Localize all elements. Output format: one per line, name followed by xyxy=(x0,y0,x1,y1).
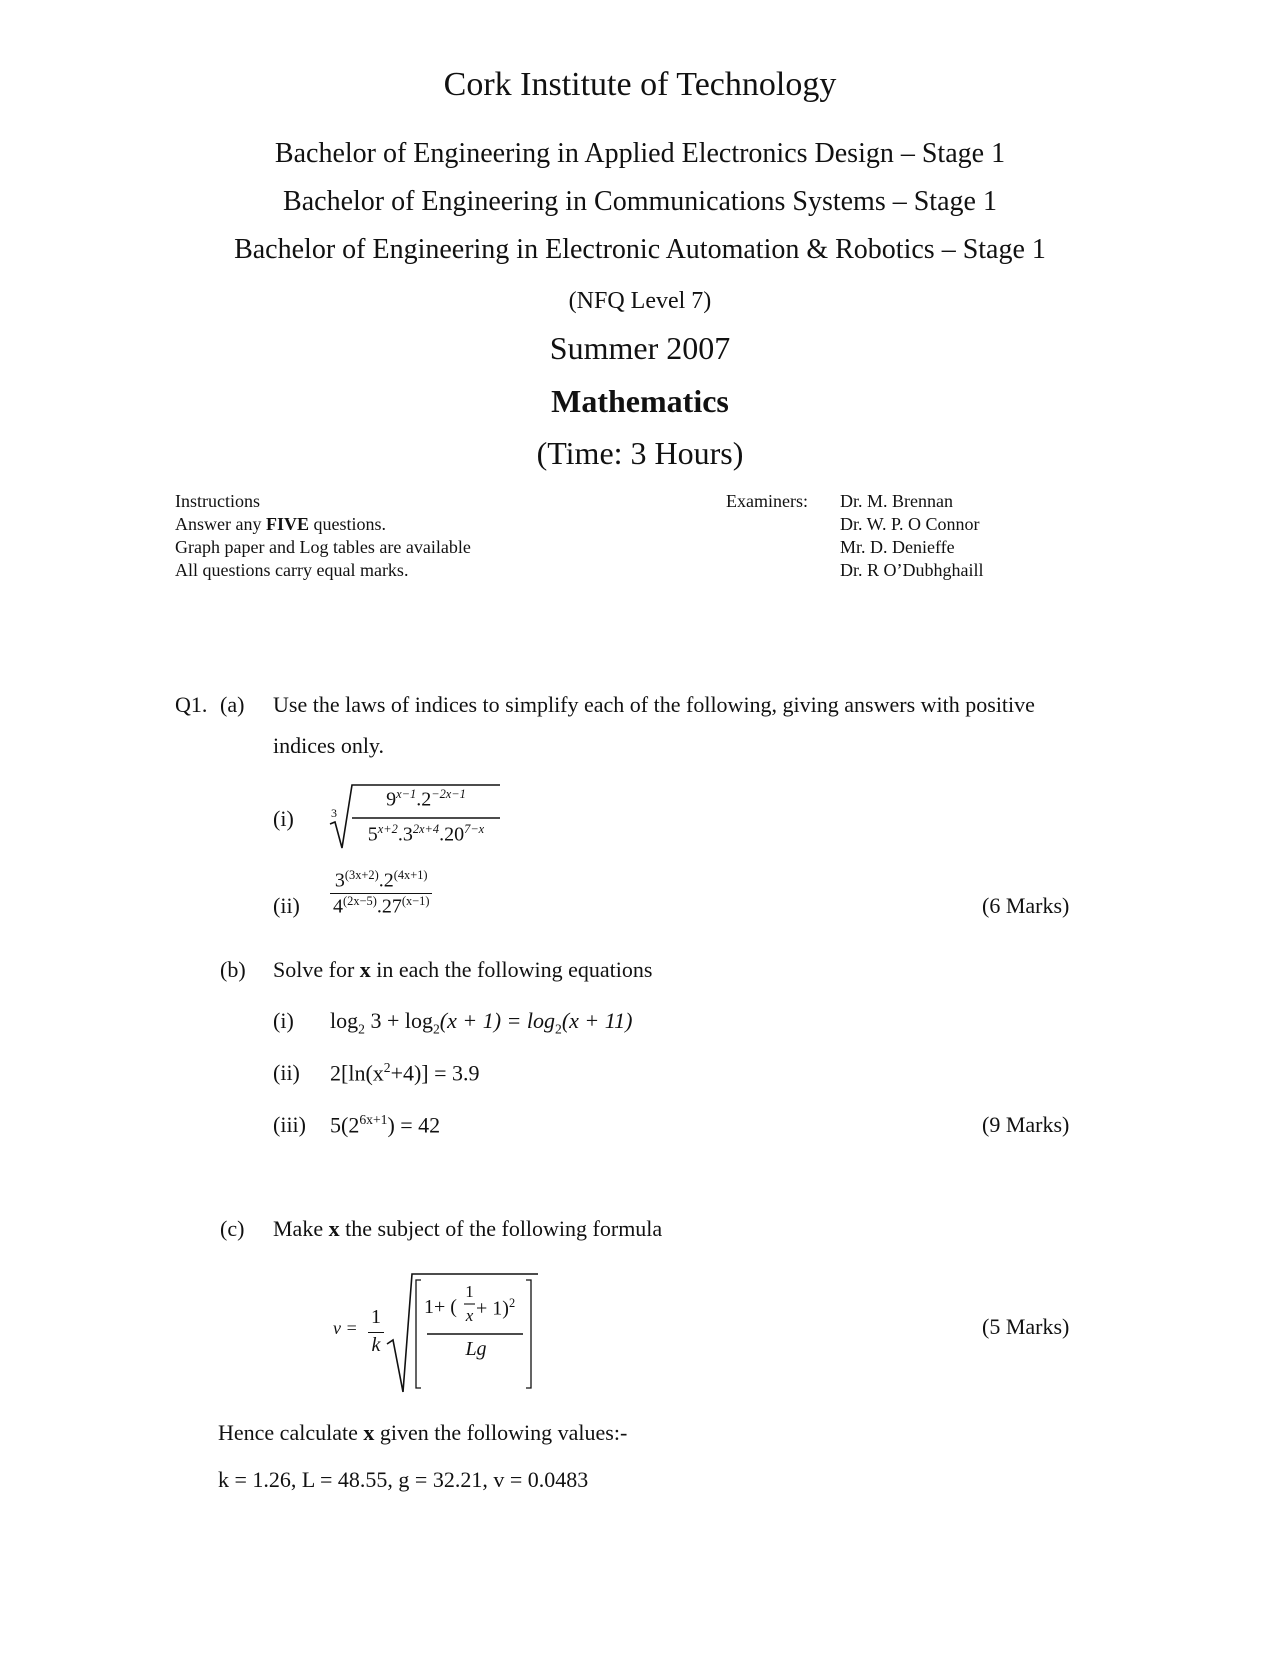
exponent: 2x+4 xyxy=(412,822,440,836)
exam-duration: (Time: 3 Hours) xyxy=(536,435,744,471)
formula-lg: Lg xyxy=(465,1338,487,1360)
question-number: Q1. xyxy=(175,692,208,717)
dot: . xyxy=(378,869,384,892)
part-a-ii-label: (ii) xyxy=(273,893,300,918)
instr-bold: FIVE xyxy=(265,514,309,534)
base: 20 xyxy=(444,823,465,846)
part-b-ii-label: (ii) xyxy=(273,1060,300,1085)
programme-1: Bachelor of Engineering in Applied Electronics Design – Stage 1 xyxy=(274,138,1006,169)
part-b-variable: x xyxy=(359,957,371,982)
part-a-text-2: indices only. xyxy=(273,733,384,758)
instructions-line-2: Graph paper and Log tables are available xyxy=(175,537,471,557)
base: 5 xyxy=(367,823,378,846)
part-c-variable: x xyxy=(328,1216,340,1241)
exponent: (4x+1) xyxy=(393,868,428,882)
part-b-label: (b) xyxy=(220,957,246,982)
instructions-block xyxy=(175,490,471,582)
exponent: −2x−1 xyxy=(431,787,466,801)
formula-square: 2 xyxy=(508,1296,516,1310)
part-a-marks: (6 Marks) xyxy=(982,893,1070,918)
eq-subscript: 2 xyxy=(432,1021,440,1037)
formula-inner-x: x xyxy=(465,1306,474,1325)
programme-3: Bachelor of Engineering in Electronic Automation & Robotics – Stage 1 xyxy=(234,234,1046,265)
part-c-formula xyxy=(330,1268,540,1396)
part-a-i-denominator xyxy=(352,822,500,847)
instr-text: Answer any xyxy=(175,514,266,534)
eq-text: +4)] = 3.9 xyxy=(390,1060,480,1086)
part-a-text-1: Use the laws of indices to simplify each of the following, giving answers with positive xyxy=(273,692,1035,717)
part-b-text-post: in each the following equations xyxy=(370,957,653,982)
square-root-icon xyxy=(386,1268,540,1396)
hence-text-pre: Hence calculate xyxy=(218,1420,364,1445)
eq-superscript: 6x+1 xyxy=(359,1112,388,1127)
part-a-i-label: (i) xyxy=(273,806,294,831)
formula-inner-one: 1 xyxy=(465,1282,474,1301)
base: 4 xyxy=(333,895,343,918)
examiners-list xyxy=(840,490,984,582)
part-b-ii-equation xyxy=(330,1060,480,1086)
examiner-name: Dr. M. Brennan xyxy=(840,491,953,511)
eq-text: 3 + log xyxy=(364,1008,433,1033)
examiner-name: Mr. D. Denieffe xyxy=(840,537,955,557)
base: 2 xyxy=(421,788,432,811)
fraction-bar xyxy=(368,1332,384,1333)
exponent: (x−1) xyxy=(401,893,430,908)
formula-lhs: v = xyxy=(333,1318,358,1338)
eq-text: (x + 11) xyxy=(561,1008,633,1033)
examiner-name: Dr. W. P. O Connor xyxy=(840,514,980,534)
dot: . xyxy=(397,823,403,846)
base: 3 xyxy=(334,869,345,892)
eq-text: log xyxy=(330,1008,359,1033)
nfq-level: (NFQ Level 7) xyxy=(568,288,712,314)
dot: . xyxy=(439,823,445,846)
part-c-values: k = 1.26, L = 48.55, g = 32.21, v = 0.0483 xyxy=(218,1467,589,1492)
part-b-marks: (9 Marks) xyxy=(982,1112,1070,1137)
exponent: (2x−5) xyxy=(343,893,377,908)
formula-inner-pre: 1+ ( xyxy=(424,1296,457,1318)
part-b-i-equation xyxy=(330,1008,632,1037)
part-b-iii-equation xyxy=(330,1112,440,1138)
part-c-text xyxy=(273,1216,662,1242)
programme-2: Bachelor of Engineering in Communications Systems – Stage 1 xyxy=(283,186,997,217)
instructions-line-1 xyxy=(175,513,471,536)
part-a-label: (a) xyxy=(220,692,245,717)
examiners-label: Examiners: xyxy=(726,491,808,511)
base: 3 xyxy=(402,823,413,846)
exponent: 7−x xyxy=(464,822,485,836)
part-c-text-post: the subject of the following formula xyxy=(339,1216,663,1241)
instr-text: questions. xyxy=(309,514,387,534)
fraction-numerator xyxy=(330,868,432,893)
root-index: 3 xyxy=(331,806,337,820)
hence-variable: x xyxy=(363,1420,375,1445)
part-c-marks: (5 Marks) xyxy=(982,1314,1070,1339)
fraction xyxy=(330,868,432,918)
instructions-title: Instructions xyxy=(175,491,260,511)
part-a-i-expression xyxy=(328,782,503,852)
eq-subscript: 2 xyxy=(358,1021,365,1037)
eq-text: 5(2 xyxy=(330,1112,360,1138)
eq-text: (x + 1) = log xyxy=(439,1008,556,1033)
exponent: x−1 xyxy=(396,787,417,801)
part-c-text-pre: Make xyxy=(273,1216,329,1241)
dot: . xyxy=(416,788,422,811)
dot: . xyxy=(376,895,382,918)
exponent: (3x+2) xyxy=(344,868,379,882)
hence-text-post: given the following values:- xyxy=(374,1420,628,1445)
base: 27 xyxy=(381,895,402,918)
part-b-text xyxy=(273,957,652,983)
exam-subject: Mathematics xyxy=(551,383,729,419)
part-b-i-label: (i) xyxy=(273,1008,294,1033)
eq-subscript: 2 xyxy=(555,1021,562,1037)
fraction-denominator xyxy=(330,893,432,919)
part-c-label: (c) xyxy=(220,1216,245,1241)
examiner-name: Dr. R O’Dubhghaill xyxy=(840,560,984,580)
part-c-hence xyxy=(218,1420,627,1446)
exam-session: Summer 2007 xyxy=(549,330,731,366)
formula-inner-post xyxy=(476,1296,515,1321)
base: 2 xyxy=(383,869,394,892)
part-b-text-pre: Solve for xyxy=(273,957,360,982)
part-b-iii-label: (iii) xyxy=(273,1112,306,1137)
institute-title: Cork Institute of Technology xyxy=(443,66,837,103)
base: 9 xyxy=(386,788,397,811)
eq-text: ) = 42 xyxy=(387,1112,441,1138)
formula-inner-post-text: + 1) xyxy=(476,1297,509,1320)
instructions-line-3: All questions carry equal marks. xyxy=(175,560,409,580)
part-a-ii-expression xyxy=(330,868,432,918)
formula-k: k xyxy=(371,1334,381,1356)
formula-one: 1 xyxy=(371,1306,381,1328)
eq-text: 2[ln(x xyxy=(330,1060,384,1086)
eq-superscript: 2 xyxy=(383,1060,391,1075)
part-a-i-numerator xyxy=(352,787,500,812)
exponent: x+2 xyxy=(377,822,398,836)
